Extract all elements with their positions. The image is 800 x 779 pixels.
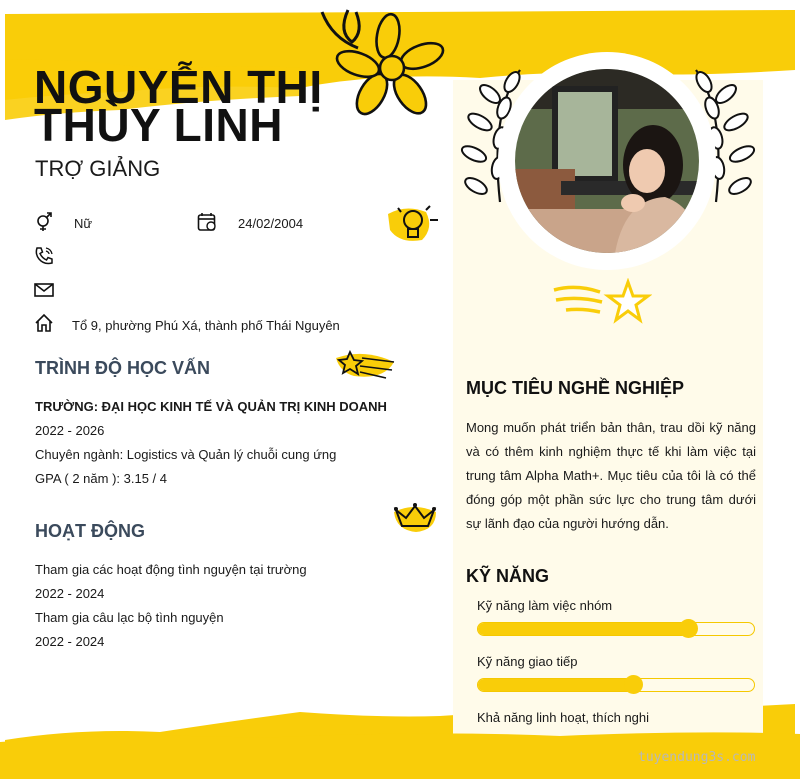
education-section-title: TRÌNH ĐỘ HỌC VẤN [35, 358, 210, 378]
home-icon [34, 313, 54, 333]
watermark: tuyendung3s.com [638, 750, 756, 765]
skill-fill [478, 623, 688, 635]
education-period: 2022 - 2026 [35, 423, 105, 438]
major: Chuyên ngành: Logistics và Quản lý chuỗi cung ứng [35, 447, 337, 462]
skill-knob [679, 619, 698, 638]
activity-item-2: Tham gia câu lạc bộ tình nguyện [35, 610, 224, 625]
crown-icon [390, 500, 440, 534]
activity-period-1: 2022 - 2024 [35, 586, 105, 601]
activity-item-1: Tham gia các hoạt động tình nguyện tại trường [35, 562, 307, 577]
job-title: TRỢ GIẢNG [35, 156, 161, 181]
gender-icon [34, 212, 54, 232]
skill-fill [478, 679, 633, 691]
calendar-icon [197, 212, 217, 232]
skill-bar-teamwork [477, 622, 755, 636]
lightbulb-icon [386, 202, 444, 246]
skills-section-title: KỸ NĂNG [466, 566, 550, 586]
phone-icon [34, 246, 54, 266]
skill-label-adaptability: Khả năng linh hoạt, thích nghi [477, 710, 650, 725]
school-name: TRƯỜNG: ĐẠI HỌC KINH TẾ VÀ QUẢN TRỊ KINH DOANH [35, 399, 387, 414]
birthdate-value: 24/02/2004 [238, 216, 304, 231]
star-icon [552, 278, 652, 326]
address-value: Tổ 9, phường Phú Xá, thành phố Thái Nguyên [72, 318, 340, 333]
skill-knob [624, 675, 643, 694]
gender-value: Nữ [74, 216, 93, 231]
activities-section-title: HOẠT ĐỘNG [35, 521, 145, 541]
email-icon [34, 280, 54, 300]
objective-text: Mong muốn phát triển bản thân, trau dồi kỹ năng và có thêm kinh nghiệm thực tế khi làm việc tại trung tâm Alpha Math+. Mục tiêu của tôi là có thể đóng góp một phần sức lực cho trung tâm dưới sự lãnh đạo của người hướng dẫn. [466, 420, 756, 531]
flower-icon [318, 8, 446, 126]
name-line-2: THÙY LINH [34, 99, 283, 151]
objective-section-title: MỤC TIÊU NGHỀ NGHIỆP [466, 378, 685, 398]
skill-label-teamwork: Kỹ năng làm việc nhóm [477, 598, 613, 613]
profile-photo [515, 69, 699, 253]
name-line-1: NGUYỄN THỊ [34, 61, 323, 113]
activity-period-2: 2022 - 2024 [35, 634, 105, 649]
gpa: GPA ( 2 năm ): 3.15 / 4 [35, 471, 167, 486]
skill-bar-communication [477, 678, 755, 692]
shooting-star-icon [334, 344, 398, 384]
skill-label-communication: Kỹ năng giao tiếp [477, 654, 578, 669]
